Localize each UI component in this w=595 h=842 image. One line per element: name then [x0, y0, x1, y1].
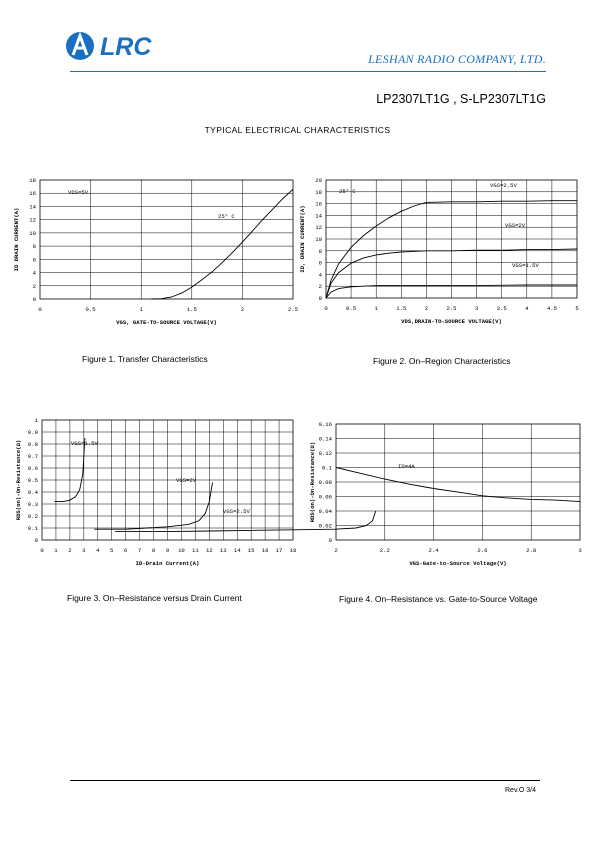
section-title: TYPICAL ELECTRICAL CHARACTERISTICS	[204, 125, 391, 135]
chart-1-y-tick-label: 2	[32, 282, 36, 290]
chart-3-x-tick-label: 9	[165, 547, 170, 554]
figure-4-caption: Figure 4. On–Resistance vs. Gate-to-Source Voltage	[339, 594, 538, 604]
chart-2-y-tick-label: 16	[315, 200, 322, 208]
chart-1-y-tick-label: 14	[29, 203, 36, 211]
chart-4-y-tick-label: 0.12	[318, 450, 332, 457]
chart-4-x-tick-label: 2.8	[526, 547, 537, 554]
chart-2-x-tick-label: 1.5	[396, 305, 407, 312]
chart-3-x-tick-label: 14	[233, 547, 241, 554]
chart-1-x-tick-label: 0	[38, 306, 42, 313]
chart-1-y-axis-label: ID DRAIN CURRENT(A)	[13, 207, 20, 272]
chart-1-plot-frame	[40, 180, 293, 299]
chart-1-x-tick-label: 1.5	[186, 306, 197, 313]
chart-2-x-tick-label: 5	[575, 305, 579, 312]
chart-1-x-axis-label: VGS, GATE-TO-SOURCE VOLTAGE(V)	[116, 319, 217, 326]
chart-4-series-label-1: ID=4A	[398, 463, 415, 470]
chart-1-y-tick-label: 6	[32, 256, 36, 264]
chart-4-y-axis-label: RDS(on)-On-Resistance(Ω)	[309, 441, 316, 523]
chart-4-x-tick-label: 2.4	[428, 547, 439, 554]
chart-2-x-tick-label: 0.5	[346, 305, 357, 312]
chart-3-y-tick-label: 0.2	[27, 513, 38, 520]
chart-4-y-tick-label: 0.06	[318, 493, 332, 501]
chart-4-x-tick-label: 3	[578, 547, 582, 554]
chart-1-y-tick-label: 8	[32, 243, 36, 251]
chart-2-x-tick-label: 1	[374, 305, 378, 312]
chart-4-x-tick-label: 2	[334, 547, 338, 554]
chart-3-x-tick-label: 0	[40, 547, 44, 554]
chart-3-y-tick-label: 0.7	[27, 453, 38, 460]
chart-1-annotation: VDS=5V	[68, 189, 89, 196]
chart-3-series-label-3: VGS=2.5V	[223, 508, 250, 515]
chart-4-y-tick-label: 0.08	[318, 479, 332, 486]
chart-3-x-tick-label: 15	[247, 547, 255, 554]
chart-2-x-tick-label: 2.5	[446, 305, 457, 312]
chart-3-x-tick-label: 17	[275, 547, 283, 554]
chart-2-x-tick-label: 4	[525, 305, 529, 312]
chart-3-x-tick-label: 4	[96, 547, 100, 554]
chart-1-y-tick-label: 4	[32, 269, 36, 277]
chart-2-y-tick-label: 6	[318, 259, 322, 267]
chart-2-x-tick-label: 0	[324, 305, 328, 312]
logo-text: LRC	[100, 33, 152, 61]
chart-3-y-tick-label: 0	[34, 537, 38, 544]
page-revision: Rev.O 3/4	[505, 787, 536, 794]
chart-3-y-tick-label: 0.5	[27, 477, 38, 484]
chart-2-x-tick-label: 3.5	[496, 305, 507, 312]
chart-4-y-tick-label: 0	[328, 537, 332, 544]
chart-3-x-tick-label: 8	[151, 547, 156, 554]
chart-3-y-tick-label: 0.3	[27, 501, 38, 508]
chart-2-x-tick-label: 2	[424, 305, 429, 312]
chart-4-y-tick-label: 0.16	[318, 421, 332, 428]
chart-3-y-tick-label: 0.1	[27, 525, 38, 532]
chart-2-x-tick-label: 3	[474, 305, 479, 312]
chart-3-y-tick-label: 0.4	[27, 489, 38, 496]
chart-1-series-line-1	[151, 189, 293, 299]
chart-1-y-tick-label: 18	[29, 177, 36, 184]
chart-3-x-tick-label: 5	[110, 547, 114, 554]
chart-3-x-tick-label: 1	[54, 547, 58, 554]
chart-2-x-axis-label: VDS,DRAIN-TO-SOURCE VOLTAGE(V)	[401, 318, 502, 325]
chart-2-y-tick-label: 0	[318, 295, 322, 302]
chart-3-x-tick-label: 3	[82, 547, 86, 554]
chart-3-x-tick-label: 16	[261, 547, 269, 554]
chart-2-annotation: 25° C	[339, 188, 356, 195]
chart-2-y-tick-label: 8	[318, 247, 322, 255]
chart-1-x-tick-label: 0.5	[85, 306, 96, 313]
chart-3-y-tick-label: 0.6	[27, 465, 38, 472]
chart-4-x-tick-label: 2.6	[477, 547, 488, 554]
chart-2-series-label-1: VGS=2.5V	[490, 182, 517, 189]
company-name: LESHAN RADIO COMPANY, LTD.	[368, 52, 546, 66]
chart-3-x-tick-label: 13	[219, 547, 227, 554]
chart-4-y-tick-label: 0.14	[318, 435, 332, 443]
chart-1-y-tick-label: 0	[32, 296, 36, 303]
footer-rule	[70, 780, 540, 781]
chart-1-y-tick-label: 16	[29, 190, 36, 198]
chart-3-series-label-1: VGS=1.5V	[71, 440, 98, 447]
chart-2-series-label-2: VGS=2V	[505, 222, 526, 229]
chart-1-x-tick-label: 2.5	[287, 306, 299, 313]
chart-2-y-tick-label: 20	[315, 177, 322, 184]
part-number: LP2307LT1G , S-LP2307LT1G	[376, 92, 546, 106]
chart-2-x-tick-label: 4.5	[546, 305, 557, 312]
chart-3-y-axis-label: RDS(on)-On-Resistance(Ω)	[15, 439, 22, 521]
figure-3-caption: Figure 3. On–Resistance versus Drain Current	[67, 593, 242, 603]
chart-4-x-axis-label: VGS-Gate-to-Source Voltage(V)	[409, 560, 507, 567]
chart-2-y-axis-label: ID, DRAIN CURRENT(A)	[299, 205, 306, 273]
chart-2-y-tick-label: 14	[315, 212, 322, 220]
chart-3-y-tick-label: 1	[34, 417, 38, 424]
chart-3-y-tick-label: 0.9	[27, 429, 38, 436]
chart-1-annotation: 25° C	[218, 213, 235, 220]
chart-4-y-tick-label: 0.1	[321, 464, 332, 472]
chart-2-y-tick-label: 4	[318, 271, 322, 279]
chart-2-y-tick-label: 18	[315, 188, 322, 196]
chart-1-y-tick-label: 12	[29, 216, 36, 224]
chart-3-x-axis-label: ID-Drain Current(A)	[135, 560, 200, 567]
figure-1-caption: Figure 1. Transfer Characteristics	[82, 354, 208, 364]
chart-3-x-tick-label: 6	[123, 547, 128, 554]
chart-2-series-label-3: VGS=1.5V	[512, 262, 539, 269]
chart-1-x-tick-label: 1	[139, 306, 143, 313]
chart-3-x-tick-label: 11	[192, 547, 199, 554]
figure-2-caption: Figure 2. On–Region Characteristics	[373, 356, 511, 366]
chart-3-y-tick-label: 0.8	[27, 441, 38, 448]
chart-2-y-tick-label: 2	[318, 283, 322, 291]
chart-1-y-tick-label: 10	[29, 229, 36, 237]
chart-3-series-label-2: VGS=2V	[176, 477, 197, 484]
chart-3-x-tick-label: 12	[205, 547, 213, 554]
chart-4-x-tick-label: 2.2	[379, 547, 390, 554]
chart-2-y-tick-label: 12	[315, 224, 322, 232]
chart-1-x-tick-label: 2	[240, 306, 245, 313]
chart-2-y-tick-label: 10	[315, 236, 322, 243]
chart-4-y-tick-label: 0.04	[318, 508, 332, 515]
chart-3-x-tick-label: 7	[137, 547, 142, 554]
chart-4-y-tick-label: 0.02	[318, 522, 332, 530]
chart-3-x-tick-label: 18	[289, 547, 297, 554]
chart-3-x-tick-label: 2	[68, 547, 72, 554]
chart-3-x-tick-label: 10	[178, 547, 185, 554]
